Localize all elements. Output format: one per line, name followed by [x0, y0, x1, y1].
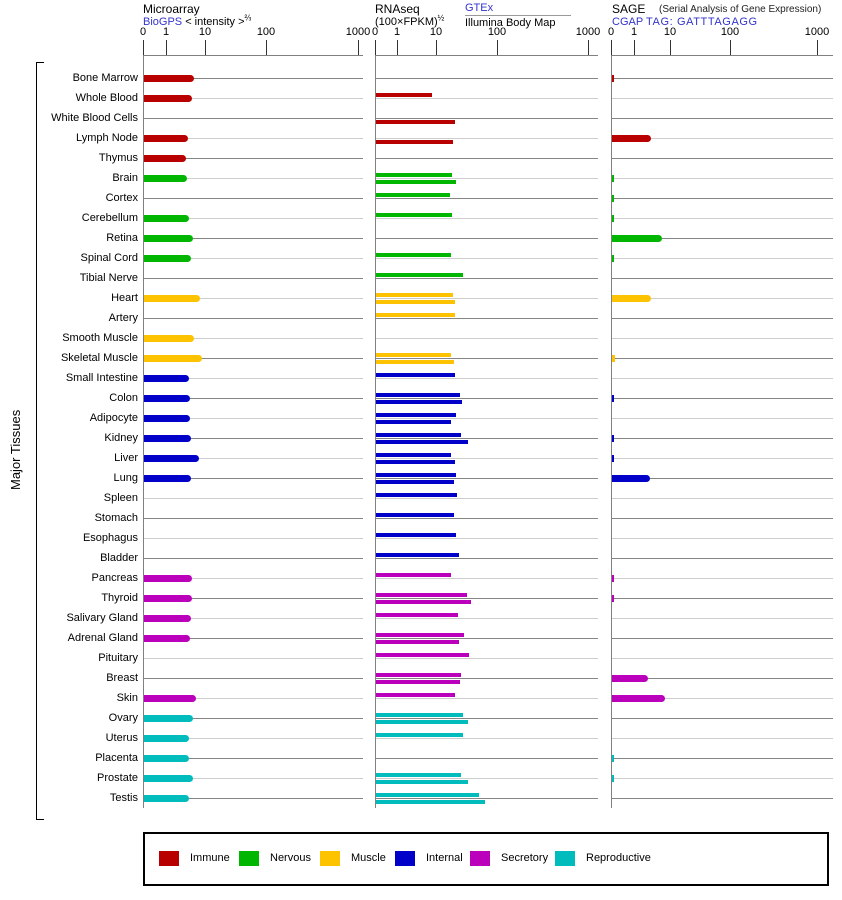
sage-axis-tick-label: 1000	[804, 26, 830, 38]
microarray-scale-label: < intensity >	[185, 16, 245, 28]
bar-microarray	[144, 415, 190, 422]
bar-rnaseq-gtex	[376, 413, 456, 417]
sage-row-line	[612, 538, 833, 539]
bar-microarray	[144, 395, 190, 402]
rnaseq-axis-tick-label: 10	[429, 26, 443, 38]
bar-rnaseq-illumina	[376, 420, 451, 424]
sage-row-line	[612, 278, 833, 279]
sage-row-line	[612, 778, 833, 779]
sage-row-line	[612, 178, 833, 179]
tissue-label: Thymus	[98, 152, 138, 164]
bar-microarray	[144, 455, 199, 462]
rnaseq-row-line	[376, 698, 598, 699]
tissue-label: Pituitary	[98, 652, 138, 664]
rnaseq-axis-tick-label: 1	[393, 26, 401, 38]
bar-sage	[612, 455, 614, 462]
sage-row-line	[612, 158, 833, 159]
bar-microarray	[144, 735, 189, 742]
bar-rnaseq-gtex	[376, 473, 456, 477]
tissue-label: Skin	[116, 692, 138, 704]
tissue-label: Lung	[113, 472, 138, 484]
rnaseq-row-line	[376, 338, 598, 339]
bar-rnaseq-gtex	[376, 353, 451, 357]
tissue-label: Brain	[112, 172, 138, 184]
legend-swatch-reproductive	[555, 851, 575, 866]
rnaseq-axis-line	[375, 55, 598, 56]
bar-rnaseq-gtex	[376, 613, 458, 617]
tissue-label: Artery	[108, 312, 138, 324]
bar-microarray	[144, 255, 191, 262]
bar-microarray	[144, 335, 194, 342]
legend-label-immune: Immune	[190, 852, 230, 864]
tissue-label: Bladder	[100, 552, 138, 564]
microarray-row-line	[144, 678, 363, 679]
legend-label-reproductive: Reproductive	[586, 852, 651, 864]
bar-microarray	[144, 155, 186, 162]
rnaseq-row-line	[376, 158, 598, 159]
legend-swatch-immune	[159, 851, 179, 866]
rnaseq-row-line	[376, 98, 598, 99]
bar-sage	[612, 695, 665, 702]
bar-microarray	[144, 135, 188, 142]
sage-axis-line	[611, 55, 833, 56]
tissue-label: Adrenal Gland	[67, 632, 138, 644]
biogps-link[interactable]: BioGPS	[143, 16, 183, 28]
bar-rnaseq-gtex	[376, 373, 455, 377]
microarray-axis-tick	[143, 40, 144, 55]
legend-label-muscle: Muscle	[351, 852, 386, 864]
rnaseq-row-line	[376, 538, 598, 539]
cgap-link[interactable]: CGAP	[612, 16, 643, 28]
microarray-axis-tick	[266, 40, 267, 55]
rnaseq-axis-tick	[436, 40, 437, 55]
rnaseq-row-line	[376, 398, 598, 399]
bar-microarray	[144, 635, 190, 642]
sage-row-line	[612, 198, 833, 199]
gtex-link[interactable]: GTEx	[465, 2, 494, 14]
microarray-row-line	[144, 538, 363, 539]
rnaseq-row-line	[376, 178, 598, 179]
bar-microarray	[144, 355, 202, 362]
microarray-row-line	[144, 118, 363, 119]
microarray-axis-tick	[358, 40, 359, 55]
microarray-row-line	[144, 658, 363, 659]
sage-row-line	[612, 498, 833, 499]
tissue-label: Prostate	[97, 772, 138, 784]
tissue-label: White Blood Cells	[51, 112, 138, 124]
sage-row-line	[612, 658, 833, 659]
rnaseq-row-line	[376, 78, 598, 79]
sage-note: (Serial Analysis of Gene Expression)	[659, 4, 822, 15]
bar-sage	[612, 355, 615, 362]
bar-microarray	[144, 375, 189, 382]
tissue-label: Cortex	[105, 192, 138, 204]
rnaseq-row-line	[376, 418, 598, 419]
tissue-label: Kidney	[104, 432, 138, 444]
microarray-axis-tick	[205, 40, 206, 55]
tissue-label: Bone Marrow	[72, 72, 138, 84]
bar-rnaseq-gtex	[376, 533, 456, 537]
bar-microarray	[144, 175, 187, 182]
bar-rnaseq-gtex	[376, 673, 461, 677]
bar-rnaseq-gtex	[376, 513, 454, 517]
microarray-axis-tick-label: 10	[198, 26, 212, 38]
rnaseq-row-line	[376, 198, 598, 199]
microarray-row-line	[144, 278, 363, 279]
legend-label-secretory: Secretory	[501, 852, 549, 864]
bar-sage	[612, 195, 614, 202]
microarray-axis-tick-label: 1	[162, 26, 170, 38]
rnaseq-axis-tick-label: 100	[487, 26, 507, 38]
bar-microarray	[144, 775, 193, 782]
sage-row-line	[612, 378, 833, 379]
bar-rnaseq-gtex	[376, 593, 467, 597]
rnaseq-row-line	[376, 798, 598, 799]
bar-rnaseq-gtex	[376, 553, 459, 557]
bar-rnaseq-gtex	[376, 433, 461, 437]
rnaseq-row-line	[376, 638, 598, 639]
tissue-label: Tibial Nerve	[79, 272, 138, 284]
bar-rnaseq-illumina	[376, 120, 455, 124]
bar-rnaseq-gtex	[376, 313, 455, 317]
rnaseq-row-line	[376, 138, 598, 139]
rnaseq-axis-tick	[375, 40, 376, 55]
rnaseq-axis-tick-label: 0	[371, 26, 379, 38]
sage-row-line	[612, 358, 833, 359]
sage-row-line	[612, 118, 833, 119]
bar-rnaseq-gtex	[376, 453, 451, 457]
sage-row-line	[612, 398, 833, 399]
microarray-axis-tick-label: 100	[256, 26, 276, 38]
rnaseq-scale-label: (100×FPKM)	[375, 16, 438, 28]
rnaseq-axis-tick	[588, 40, 589, 55]
microarray-axis-tick-label: 0	[139, 26, 147, 38]
bar-rnaseq-gtex	[376, 693, 455, 697]
bar-sage	[612, 755, 614, 762]
bar-rnaseq-gtex	[376, 493, 457, 497]
sage-row-line	[612, 438, 833, 439]
bar-microarray	[144, 595, 192, 602]
sage-row-line	[612, 598, 833, 599]
bar-sage	[612, 775, 614, 782]
tissue-label: Placenta	[95, 752, 138, 764]
bar-microarray	[144, 755, 189, 762]
bar-rnaseq-gtex	[376, 253, 451, 257]
bar-microarray	[144, 795, 189, 802]
rnaseq-row-line	[376, 778, 598, 779]
rnaseq-row-line	[376, 758, 598, 759]
bar-sage	[612, 135, 651, 142]
sage-axis-tick	[634, 40, 635, 55]
sage-axis-tick	[611, 40, 612, 55]
microarray-row-line	[144, 518, 363, 519]
rnaseq-row-line	[376, 298, 598, 299]
sage-row-line	[612, 518, 833, 519]
bar-rnaseq-illumina	[376, 140, 453, 144]
sage-row-line	[612, 798, 833, 799]
bar-microarray	[144, 435, 191, 442]
rnaseq-row-line	[376, 518, 598, 519]
bar-microarray	[144, 295, 200, 302]
bar-microarray	[144, 95, 192, 102]
sage-row-line	[612, 558, 833, 559]
rnaseq-row-line	[376, 438, 598, 439]
bar-rnaseq-illumina	[376, 800, 485, 804]
bar-sage	[612, 395, 614, 402]
y-axis-label: Major Tissues	[8, 409, 23, 490]
tissue-label: Breast	[106, 672, 138, 684]
bar-microarray	[144, 75, 194, 82]
bar-rnaseq-illumina	[376, 600, 471, 604]
bar-rnaseq-gtex	[376, 193, 450, 197]
bar-rnaseq-gtex	[376, 773, 461, 777]
rnaseq-row-line	[376, 578, 598, 579]
sage-row-line	[612, 98, 833, 99]
tissue-label: Spinal Cord	[80, 252, 138, 264]
rnaseq-row-line	[376, 678, 598, 679]
sage-axis-tick-label: 10	[663, 26, 677, 38]
legend-swatch-internal	[395, 851, 415, 866]
bar-rnaseq-gtex	[376, 653, 469, 657]
bar-sage	[612, 595, 614, 602]
tissue-label: Spleen	[103, 492, 138, 504]
sage-axis-tick	[817, 40, 818, 55]
bar-rnaseq-gtex	[376, 93, 432, 97]
rnaseq-row-line	[376, 318, 598, 319]
rnaseq-scale-exponent: ½	[437, 13, 445, 23]
microarray-axis-tick-label: 1000	[345, 26, 371, 38]
bar-rnaseq-illumina	[376, 780, 468, 784]
bar-rnaseq-gtex	[376, 733, 463, 737]
tissue-label: Stomach	[94, 512, 138, 524]
sage-row-line	[612, 618, 833, 619]
bar-rnaseq-gtex	[376, 793, 479, 797]
legend-swatch-secretory	[470, 851, 490, 866]
bar-rnaseq-illumina	[376, 300, 455, 304]
tissue-label: Small Intestine	[65, 372, 138, 384]
rnaseq-row-line	[376, 558, 598, 559]
sage-row-line	[612, 258, 833, 259]
bar-microarray	[144, 475, 191, 482]
microarray-row-line	[144, 558, 363, 559]
tissue-label: Salivary Gland	[66, 612, 138, 624]
rnaseq-row-line	[376, 478, 598, 479]
sage-row-line	[612, 338, 833, 339]
bar-rnaseq-illumina	[376, 360, 454, 364]
sage-tag-label: TAG: GATTTAGAGG	[646, 16, 758, 28]
sage-row-line	[612, 318, 833, 319]
rnaseq-row-line	[376, 738, 598, 739]
tissue-label: Colon	[109, 392, 138, 404]
rnaseq-row-line	[376, 458, 598, 459]
bar-sage	[612, 255, 614, 262]
microarray-axis-tick	[166, 40, 167, 55]
rnaseq-row-line	[376, 218, 598, 219]
bar-rnaseq-illumina	[376, 640, 459, 644]
bar-rnaseq-illumina	[376, 180, 456, 184]
tissue-label: Smooth Muscle	[62, 332, 138, 344]
tissue-label: Testis	[109, 792, 138, 804]
tissue-label: Esophagus	[82, 532, 138, 544]
rnaseq-row-line	[376, 618, 598, 619]
rnaseq-row-line	[376, 118, 598, 119]
rnaseq-row-line	[376, 358, 598, 359]
sage-row-line	[612, 78, 833, 79]
bar-sage	[612, 215, 614, 222]
bar-rnaseq-illumina	[376, 720, 468, 724]
sage-axis-tick-label: 0	[607, 26, 615, 38]
bar-microarray	[144, 695, 196, 702]
bar-microarray	[144, 715, 193, 722]
tissue-label: Skeletal Muscle	[60, 352, 138, 364]
sage-row-line	[612, 418, 833, 419]
tissue-label: Liver	[114, 452, 138, 464]
sage-title: SAGE	[612, 2, 646, 16]
tissue-label: Heart	[111, 292, 138, 304]
bar-sage	[612, 235, 662, 242]
bar-microarray	[144, 615, 191, 622]
bar-sage	[612, 575, 614, 582]
tissue-label: Ovary	[108, 712, 138, 724]
bar-sage	[612, 475, 650, 482]
legend-swatch-nervous	[239, 851, 259, 866]
rnaseq-axis-tick-label: 1000	[575, 26, 601, 38]
bar-rnaseq-gtex	[376, 293, 453, 297]
microarray-scale-exponent: ⅔	[244, 13, 252, 23]
bar-sage	[612, 295, 651, 302]
rnaseq-row-line	[376, 278, 598, 279]
rnaseq-row-line	[376, 658, 598, 659]
sage-row-line	[612, 578, 833, 579]
bar-rnaseq-illumina	[376, 460, 455, 464]
microarray-title: Microarray	[143, 2, 200, 16]
sage-row-line	[612, 738, 833, 739]
tissue-label: Uterus	[105, 732, 138, 744]
bar-rnaseq-gtex	[376, 713, 463, 717]
legend	[143, 832, 829, 886]
bar-rnaseq-illumina	[376, 680, 460, 684]
bar-microarray	[144, 215, 189, 222]
sage-axis-tick-label: 1	[630, 26, 638, 38]
bar-microarray	[144, 235, 193, 242]
illumina-body-map-label: Illumina Body Map	[465, 17, 556, 29]
tissue-label: Lymph Node	[76, 132, 138, 144]
bar-rnaseq-gtex	[376, 173, 452, 177]
bar-rnaseq-gtex	[376, 273, 463, 277]
legend-swatch-muscle	[320, 851, 340, 866]
tissue-label: Whole Blood	[75, 92, 138, 104]
sage-row-line	[612, 718, 833, 719]
rnaseq-row-line	[376, 498, 598, 499]
bar-rnaseq-gtex	[376, 393, 460, 397]
legend-label-nervous: Nervous	[270, 852, 311, 864]
bar-sage	[612, 435, 614, 442]
rnaseq-title: RNAseq	[375, 2, 420, 16]
bar-rnaseq-illumina	[376, 440, 468, 444]
sage-row-line	[612, 638, 833, 639]
microarray-axis-line	[143, 55, 363, 56]
microarray-row-line	[144, 198, 363, 199]
bar-sage	[612, 175, 614, 182]
rnaseq-row-line	[376, 258, 598, 259]
rnaseq-axis-tick	[397, 40, 398, 55]
bar-sage	[612, 75, 614, 82]
sage-axis-tick	[730, 40, 731, 55]
sage-axis-tick-label: 100	[720, 26, 740, 38]
bar-rnaseq-illumina	[376, 480, 454, 484]
bar-rnaseq-gtex	[376, 213, 452, 217]
rnaseq-axis-tick	[497, 40, 498, 55]
bar-rnaseq-gtex	[376, 633, 464, 637]
tissue-label: Pancreas	[91, 572, 138, 584]
sage-row-line	[612, 758, 833, 759]
rnaseq-row-line	[376, 238, 598, 239]
sage-row-line	[612, 218, 833, 219]
sage-row-line	[612, 458, 833, 459]
tissue-label: Retina	[106, 232, 138, 244]
tissue-label: Adipocyte	[89, 412, 138, 424]
rnaseq-row-line	[376, 598, 598, 599]
bar-rnaseq-illumina	[376, 400, 462, 404]
bar-sage	[612, 675, 648, 682]
sage-axis-tick	[670, 40, 671, 55]
legend-label-internal: Internal	[426, 852, 463, 864]
rnaseq-row-line	[376, 378, 598, 379]
tissue-label: Thyroid	[101, 592, 138, 604]
tissue-label: Cerebellum	[81, 212, 138, 224]
bar-microarray	[144, 575, 192, 582]
bar-rnaseq-gtex	[376, 573, 451, 577]
microarray-row-line	[144, 498, 363, 499]
microarray-row-line	[144, 318, 363, 319]
rnaseq-row-line	[376, 718, 598, 719]
